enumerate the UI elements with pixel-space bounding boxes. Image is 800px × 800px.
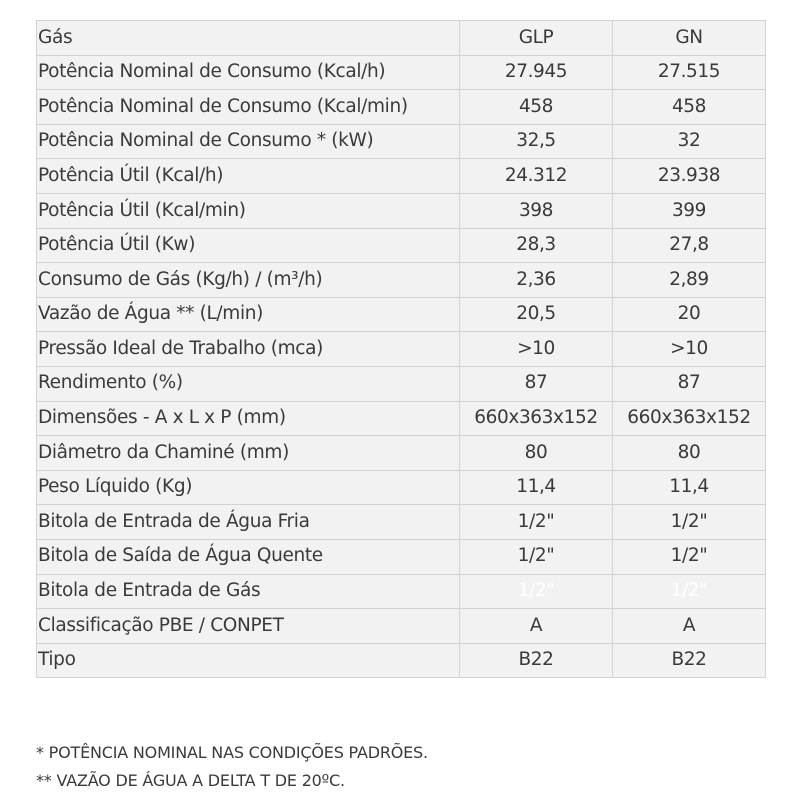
table-row [37, 505, 766, 540]
row-label: Potência Nominal de Consumo (Kcal/min) [37, 90, 460, 125]
glp-value: 11,4 [460, 470, 613, 505]
row-label: Pressão Ideal de Trabalho (mca) [37, 332, 460, 367]
gn-value: 1/2" [613, 505, 766, 540]
footnote-water-flow: ** VAZÃO DE ÁGUA A DELTA T DE 20ºC. [36, 771, 345, 790]
gn-value: 27.515 [613, 55, 766, 90]
footnote-nominal-power: * POTÊNCIA NOMINAL NAS CONDIÇÕES PADRÕES. [36, 743, 428, 762]
glp-value: 87 [460, 366, 613, 401]
glp-value: >10 [460, 332, 613, 367]
glp-value: 24.312 [460, 159, 613, 194]
row-label: Tipo [37, 643, 460, 678]
gn-value: 399 [613, 193, 766, 228]
gn-value: 660x363x152 [613, 401, 766, 436]
row-label: Potência Útil (Kcal/min) [37, 193, 460, 228]
table-row [37, 90, 766, 125]
header-gn: GN [613, 21, 766, 56]
gn-value: 11,4 [613, 470, 766, 505]
glp-value: 20,5 [460, 297, 613, 332]
row-label: Vazão de Água ** (L/min) [37, 297, 460, 332]
gn-value: 32 [613, 124, 766, 159]
gn-value: 27,8 [613, 228, 766, 263]
table-row [37, 539, 766, 574]
glp-value: 2,36 [460, 263, 613, 298]
table-row [37, 193, 766, 228]
table-row [37, 436, 766, 471]
gn-value: 23.938 [613, 159, 766, 194]
row-label: Peso Líquido (Kg) [37, 470, 460, 505]
table-header-row [37, 21, 766, 56]
table-row [37, 609, 766, 644]
specifications-table [36, 20, 766, 678]
glp-value: 1/2" [460, 505, 613, 540]
table-row [37, 55, 766, 90]
table-row [37, 124, 766, 159]
table-row [37, 332, 766, 367]
row-label: Consumo de Gás (Kg/h) / (m³/h) [37, 263, 460, 298]
row-label: Rendimento (%) [37, 366, 460, 401]
glp-value: 1/2" [460, 539, 613, 574]
table-row [37, 366, 766, 401]
table-row [37, 297, 766, 332]
row-label: Bitola de Saída de Água Quente [37, 539, 460, 574]
gn-value: 2,89 [613, 263, 766, 298]
gn-value: 80 [613, 436, 766, 471]
row-label: Potência Útil (Kw) [37, 228, 460, 263]
gn-value: >10 [613, 332, 766, 367]
glp-value: 28,3 [460, 228, 613, 263]
gn-value: 458 [613, 90, 766, 125]
table-row [37, 263, 766, 298]
header-gas-label: Gás [37, 21, 460, 56]
row-label: Bitola de Entrada de Água Fria [37, 505, 460, 540]
gn-value: A [613, 609, 766, 644]
gn-value: 1/2" [613, 539, 766, 574]
gn-value: B22 [613, 643, 766, 678]
table-row [37, 159, 766, 194]
glp-value: B22 [460, 643, 613, 678]
table-row [37, 401, 766, 436]
row-label: Dimensões - A x L x P (mm) [37, 401, 460, 436]
table-row [37, 470, 766, 505]
row-label: Diâmetro da Chaminé (mm) [37, 436, 460, 471]
glp-value: 660x363x152 [460, 401, 613, 436]
glp-value: 32,5 [460, 124, 613, 159]
table-row [37, 228, 766, 263]
glp-value: 80 [460, 436, 613, 471]
glp-value: A [460, 609, 613, 644]
row-label: Bitola de Entrada de Gás [37, 574, 460, 609]
footnotes [36, 739, 428, 795]
glp-value: 27.945 [460, 55, 613, 90]
row-label: Potência Nominal de Consumo * (kW) [37, 124, 460, 159]
gn-value: 1/2" [613, 574, 766, 609]
table-row [37, 643, 766, 678]
row-label: Classificação PBE / CONPET [37, 609, 460, 644]
glp-value: 1/2" [460, 574, 613, 609]
row-label: Potência Útil (Kcal/h) [37, 159, 460, 194]
table-row [37, 574, 766, 609]
glp-value: 398 [460, 193, 613, 228]
header-glp: GLP [460, 21, 613, 56]
row-label: Potência Nominal de Consumo (Kcal/h) [37, 55, 460, 90]
gn-value: 20 [613, 297, 766, 332]
gn-value: 87 [613, 366, 766, 401]
glp-value: 458 [460, 90, 613, 125]
